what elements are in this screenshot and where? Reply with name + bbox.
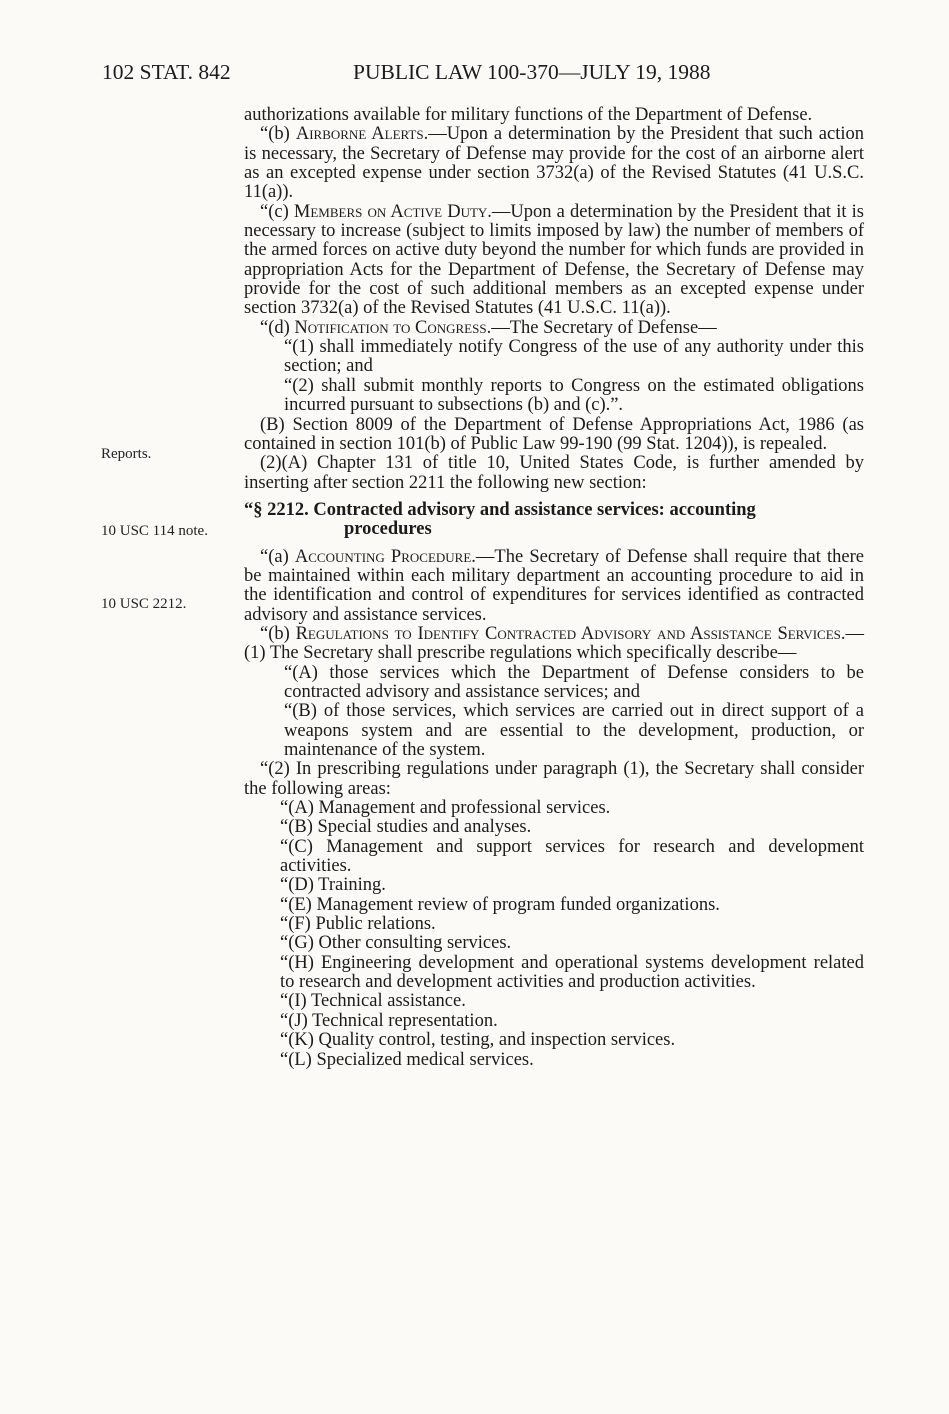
- margin-note-reports: Reports.: [101, 446, 152, 462]
- document-body: [244, 106, 864, 1070]
- paragraph-notification-to-congress: “(d) Notification to Congress.—The Secretary of Defense—: [260, 317, 717, 338]
- subsection-heading: Accounting Procedure: [294, 546, 472, 567]
- paragraph-airborne-alerts: “(b) Airborne Alerts.—Upon a determination by the President that such action is necessary, the Secretary of Defense may provide for the cost of an airborne alert as an excepted expense under section 3732(a) of the Revised Statutes (41 U.S.C. 11(a)).: [244, 124, 865, 203]
- margin-note-usc-114: 10 USC 114 note.: [101, 523, 208, 539]
- subsection-heading: Airborne Alerts: [295, 124, 424, 145]
- statute-page-number: 102 STAT. 842: [102, 60, 231, 84]
- list-item: “(L) Specialized medical services.: [280, 1049, 534, 1070]
- paragraph-clause-A: “(A) those services which the Department of Defense considers to be contracted advisory and assistance services; and: [284, 662, 864, 702]
- list-item: “(H) Engineering development and operational systems development related to research and development activities and production activities.: [280, 952, 864, 993]
- paragraph-clause-2: “(2) shall submit monthly reports to Congress on the estimated obligations incurred pursuant to subsections (b) and (c).”.: [284, 375, 864, 416]
- paragraph-prescribing-regulations: “(2) In prescribing regulations under paragraph (1), the Secretary shall consider the following areas:: [244, 759, 864, 799]
- page-header: [0, 60, 949, 86]
- paragraph-clause-1: “(1) shall immediately notify Congress of the use of any authority under this section; and: [284, 337, 864, 377]
- list-item: “(K) Quality control, testing, and inspection services.: [280, 1030, 676, 1051]
- list-item: “(F) Public relations.: [280, 914, 436, 935]
- paragraph-chapter-131-amendment: (2)(A) Chapter 131 of title 10, United States Code, is further amended by inserting after section 2211 the following new section:: [244, 453, 864, 493]
- paragraph-regulations: “(b) Regulations to Identify Contracted Advisory and Assistance Services.—(1) The Secretary shall prescribe regulations which specifically describe—: [244, 623, 864, 664]
- subsection-heading: Notification to Congress: [294, 317, 487, 338]
- subsection-heading: Regulations to Identify Contracted Advisory and Assistance Services: [295, 623, 841, 644]
- list-item: “(I) Technical assistance.: [280, 991, 466, 1012]
- paragraph-members-on-active-duty: “(c) Members on Active Duty.—Upon a determination by the President that it is necessary to increase (subject to limits imposed by law) the number of members of the armed forces on active duty beyond the number for which funds are provided in appropriation Acts for the Department of Defense, the Secretary of Defense may provide for the cost of such additional members as an excepted expense under section 3732(a) of the Revised Statutes (41 U.S.C. 11(a)).: [244, 201, 864, 319]
- list-item: “(C) Management and support services for research and development activities.: [280, 836, 864, 877]
- margin-note-usc-2212: 10 USC 2212.: [101, 596, 187, 612]
- section-heading: “§ 2212. Contracted advisory and assistance services: accounting procedures: [244, 499, 756, 540]
- list-item: “(J) Technical representation.: [280, 1010, 498, 1031]
- paragraph-continuation: authorizations available for military functions of the Department of Defense.: [244, 105, 813, 125]
- list-item: “(D) Training.: [280, 875, 386, 896]
- subsection-heading: Members on Active Duty: [293, 201, 488, 222]
- list-item: “(G) Other consulting services.: [280, 933, 512, 954]
- page-title: PUBLIC LAW 100-370—JULY 19, 1988: [353, 60, 711, 84]
- paragraph-clause-B: “(B) of those services, which services are carried out in direct support of a weapons system and are essential to the development, production, or maintenance of the system.: [284, 701, 864, 760]
- list-item: “(B) Special studies and analyses.: [280, 817, 532, 838]
- list-item: “(E) Management review of program funded organizations.: [280, 894, 720, 915]
- list-item: “(A) Management and professional services.: [280, 798, 611, 819]
- paragraph-accounting-procedure: “(a) Accounting Procedure.—The Secretary of Defense shall require that there be maintained within each military department an accounting procedure to aid in the identification and control of expenditures for services identified as contracted advisory and assistance services.: [244, 546, 865, 625]
- paragraph-section-8009-repeal: (B) Section 8009 of the Department of Defense Appropriations Act, 1986 (as contained in section 101(b) of Public Law 99-190 (99 Stat. 1204)), is repealed.: [244, 414, 864, 454]
